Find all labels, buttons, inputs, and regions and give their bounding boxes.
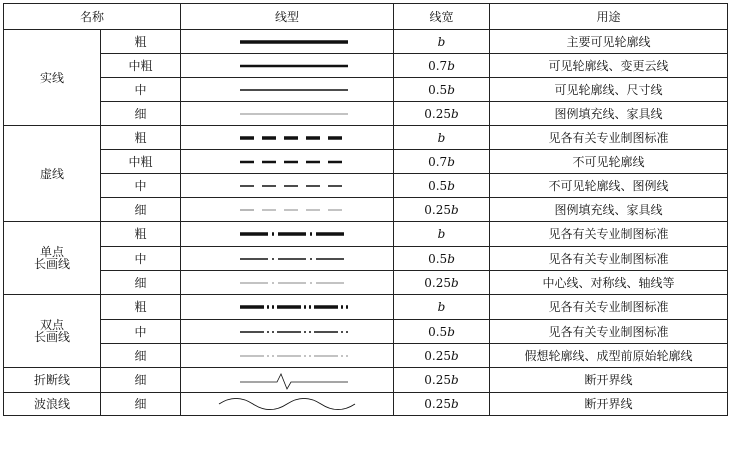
width-number: 0.7 <box>428 154 448 169</box>
line-sample <box>217 273 357 293</box>
usage-cell: 见各有关专业制图标准 <box>490 247 728 271</box>
width-variable: b <box>447 82 455 97</box>
width-variable: b <box>447 251 455 266</box>
width-variable: b <box>451 106 459 121</box>
line-sample-cell <box>181 344 394 368</box>
group-label <box>4 295 101 368</box>
group-label: 虚线 <box>4 126 101 222</box>
width-number: 0.25 <box>424 373 452 387</box>
line-sample <box>217 32 357 52</box>
line-sample-cell <box>181 174 394 198</box>
width-variable: b <box>437 300 446 314</box>
line-sample-cell <box>181 271 394 295</box>
line-sample-cell <box>181 320 394 344</box>
line-sample <box>217 394 357 414</box>
line-sample-cell <box>181 222 394 247</box>
line-sample-cell <box>181 54 394 78</box>
width-cell <box>394 126 490 150</box>
width-number: 0.5 <box>428 324 448 339</box>
group-label-line: 单点 <box>39 245 64 259</box>
line-sample <box>217 56 357 76</box>
usage-cell: 主要可见轮廓线 <box>490 30 728 54</box>
table-row <box>4 150 728 174</box>
width-cell <box>394 393 490 416</box>
width-cell <box>394 368 490 393</box>
line-sample-cell <box>181 150 394 174</box>
usage-cell: 不可见轮廓线、图例线 <box>490 174 728 198</box>
usage-cell: 断开界线 <box>490 368 728 393</box>
line-type-table <box>3 3 728 416</box>
width-variable: b <box>437 34 446 49</box>
width-variable: b <box>451 202 459 217</box>
table-row <box>4 78 728 102</box>
line-sample-cell <box>181 198 394 222</box>
width-number: 0.25 <box>424 202 452 217</box>
group-label-line: 长画线 <box>33 257 70 271</box>
usage-cell: 中心线、对称线、轴线等 <box>490 271 728 295</box>
line-sample-cell <box>181 78 394 102</box>
break-line <box>240 374 348 389</box>
line-sample-cell <box>181 295 394 320</box>
usage-cell: 断开界线 <box>490 393 728 416</box>
width-cell <box>394 247 490 271</box>
width-cell <box>394 78 490 102</box>
group-label: 波浪线 <box>4 393 101 416</box>
table-row <box>4 222 728 247</box>
weight-cell: 细 <box>101 344 181 368</box>
line-sample <box>217 322 357 342</box>
weight-cell: 细 <box>101 393 181 416</box>
line-sample <box>217 297 357 317</box>
width-variable: b <box>451 275 459 290</box>
width-number: 0.5 <box>428 82 448 97</box>
width-cell <box>394 320 490 344</box>
weight-cell: 中 <box>101 174 181 198</box>
width-cell <box>394 174 490 198</box>
line-sample <box>217 249 357 269</box>
usage-cell: 见各有关专业制图标准 <box>490 126 728 150</box>
weight-cell: 粗 <box>101 126 181 150</box>
width-variable: b <box>437 227 446 241</box>
group-label: 折断线 <box>4 368 101 393</box>
width-cell <box>394 344 490 368</box>
usage-cell: 不可见轮廓线 <box>490 150 728 174</box>
table-row <box>4 368 728 393</box>
width-variable: b <box>447 58 455 73</box>
line-sample <box>217 224 357 244</box>
table-row <box>4 295 728 320</box>
usage-cell: 图例填充线、家具线 <box>490 198 728 222</box>
line-sample <box>217 346 357 366</box>
table-row <box>4 344 728 368</box>
weight-cell: 粗 <box>101 222 181 247</box>
width-variable: b <box>447 324 455 339</box>
line-sample-cell <box>181 30 394 54</box>
width-variable: b <box>451 348 459 363</box>
table-row <box>4 102 728 126</box>
weight-cell: 粗 <box>101 295 181 320</box>
width-variable: b <box>447 178 455 193</box>
header-name: 名称 <box>4 4 181 30</box>
width-number: 0.5 <box>428 251 448 266</box>
weight-cell: 细 <box>101 271 181 295</box>
table-row <box>4 320 728 344</box>
weight-cell: 中 <box>101 247 181 271</box>
header-line-type: 线型 <box>181 4 394 30</box>
table-row <box>4 247 728 271</box>
line-sample <box>217 152 357 172</box>
width-number: 0.7 <box>428 58 448 73</box>
weight-cell: 中粗 <box>101 150 181 174</box>
line-sample-cell <box>181 126 394 150</box>
width-cell <box>394 102 490 126</box>
line-sample <box>217 200 357 220</box>
width-number: 0.25 <box>424 348 452 363</box>
width-cell <box>394 271 490 295</box>
table-row <box>4 271 728 295</box>
table-row <box>4 393 728 416</box>
table-row <box>4 198 728 222</box>
width-variable: b <box>447 154 455 169</box>
width-number: 0.5 <box>428 178 448 193</box>
width-cell <box>394 150 490 174</box>
width-variable: b <box>451 397 459 411</box>
weight-cell: 粗 <box>101 30 181 54</box>
weight-cell: 中粗 <box>101 54 181 78</box>
width-cell <box>394 30 490 54</box>
weight-cell: 细 <box>101 368 181 393</box>
usage-cell: 可见轮廓线、变更云线 <box>490 54 728 78</box>
wave-line <box>219 398 355 409</box>
group-label-line: 长画线 <box>33 330 70 344</box>
line-sample <box>217 176 357 196</box>
table-row <box>4 126 728 150</box>
usage-cell: 可见轮廓线、尺寸线 <box>490 78 728 102</box>
header-line-width: 线宽 <box>394 4 490 30</box>
weight-cell: 中 <box>101 320 181 344</box>
group-label: 实线 <box>4 30 101 126</box>
weight-cell: 细 <box>101 198 181 222</box>
usage-cell: 见各有关专业制图标准 <box>490 320 728 344</box>
group-label-line: 双点 <box>39 318 64 332</box>
usage-cell: 假想轮廓线、成型前原始轮廓线 <box>490 344 728 368</box>
width-number: 0.25 <box>424 397 452 411</box>
usage-cell: 见各有关专业制图标准 <box>490 295 728 320</box>
usage-cell: 图例填充线、家具线 <box>490 102 728 126</box>
group-label <box>4 222 101 295</box>
width-variable: b <box>451 373 459 387</box>
line-sample-cell <box>181 102 394 126</box>
width-cell <box>394 222 490 247</box>
width-variable: b <box>437 130 446 145</box>
line-sample-cell <box>181 247 394 271</box>
width-cell <box>394 295 490 320</box>
line-sample-cell <box>181 368 394 393</box>
table-row <box>4 30 728 54</box>
weight-cell: 细 <box>101 102 181 126</box>
width-cell <box>394 54 490 78</box>
width-number: 0.25 <box>424 106 452 121</box>
table-row <box>4 54 728 78</box>
usage-cell: 见各有关专业制图标准 <box>490 222 728 247</box>
weight-cell: 中 <box>101 78 181 102</box>
header-usage: 用途 <box>490 4 728 30</box>
table-row <box>4 174 728 198</box>
width-cell <box>394 198 490 222</box>
width-number: 0.25 <box>424 275 452 290</box>
line-sample <box>217 80 357 100</box>
line-sample <box>217 104 357 124</box>
line-sample <box>217 370 357 390</box>
line-sample-cell <box>181 393 394 416</box>
header-row <box>4 4 728 30</box>
line-sample <box>217 128 357 148</box>
